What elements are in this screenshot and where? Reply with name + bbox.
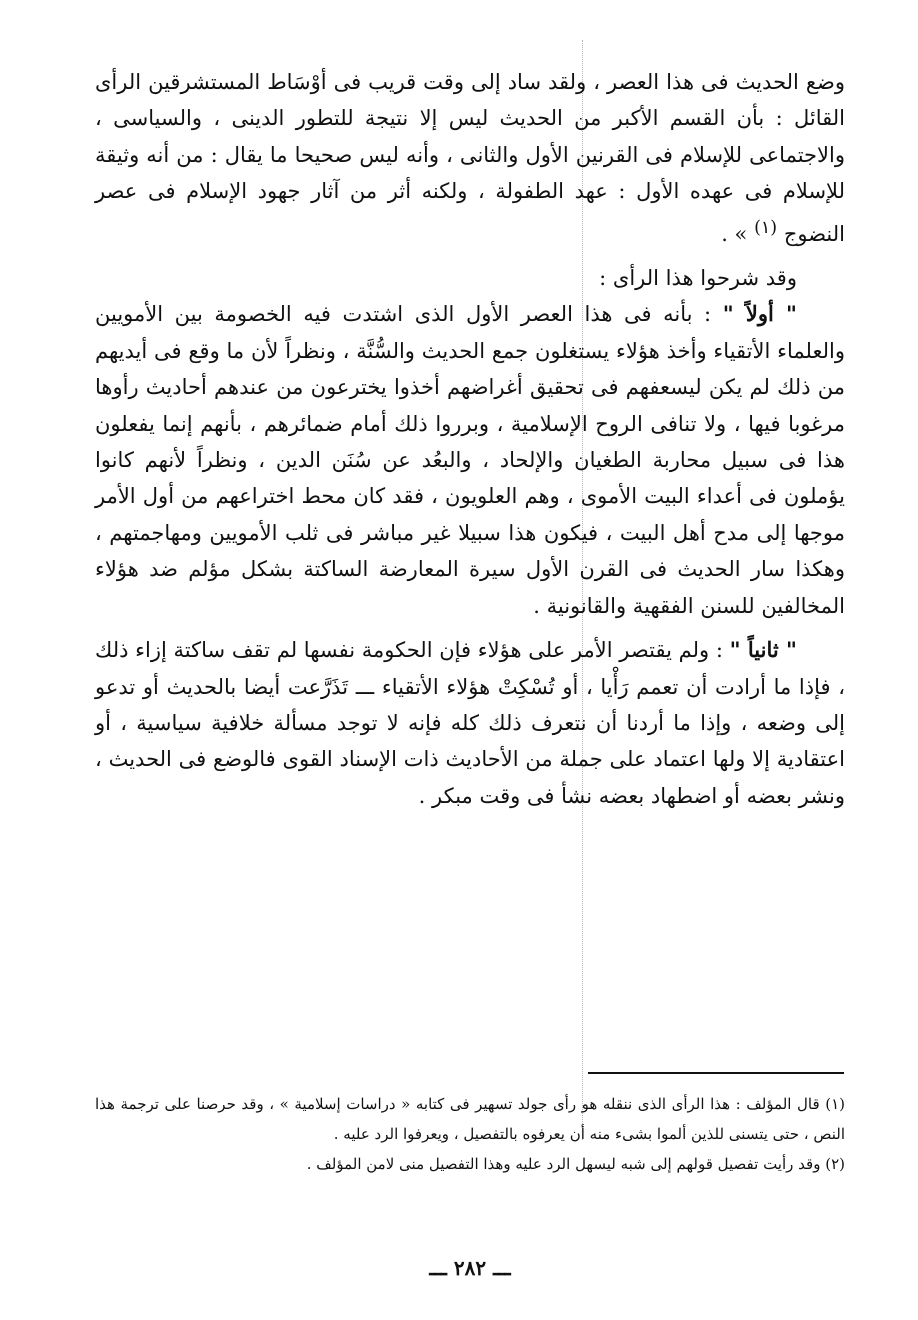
paragraph-4-text: : ولم يقتصر الأمر على هؤلاء فإن الحكومة نفسها لم تقف ساكتة إزاء ذلك ، فإذا ما أرادت أن تعمم رَأْيا ، أو تُسْكِتْ هؤلاء الأتقياء ـــ تَذَرَّعت أيضا بالحديث أو تدعو إلى وضعه ، وإذا ما أردنا أن نتعرف ذلك كله فإنه لا توجد مسألة خلافية سياسية ، أو اعتقادية إلا ولها اعتماد على جملة من الأحاديث ذات الإسناد القوى فالوضع فى الحديث ، ونشر بعضه أو اضطهاد بعضه نشأ فى وقت مبكر . — [95, 638, 845, 808]
paragraph-4 — [95, 632, 845, 814]
first-label: " أولاً " — [722, 301, 797, 327]
paragraph-3 — [95, 296, 845, 624]
footnote-ref-2: (١) — [754, 217, 778, 238]
paragraph-1-end: » . — [721, 221, 755, 246]
paragraph-1-text: وضع الحديث فى هذا العصر ، ولقد ساد إلى وقت قريب فى أوْسَاط المستشرقين الرأى القائل : بأن القسم الأكبر من الحديث ليس إلا نتيجة للتطور الدينى ، والسياسى ، والاجتماعى للإسلام فى القرنين الأول والثانى ، وأنه ليس صحيحا ما يقال : من أنه وثيقة للإسلام فى عهده الأول : عهد الطفولة ، ولكنه أثر من آثار جهود الإسلام فى عصر النضوج — [95, 70, 845, 246]
paragraph-2: وقد شرحوا هذا الرأى : — [599, 266, 797, 291]
footnote-separator — [588, 1072, 844, 1074]
paragraph-1 — [95, 64, 845, 252]
footnotes — [95, 1089, 845, 1179]
footnote-1: (١) قال المؤلف : هذا الرأى الذى ننقله هو رأى جولد تسهير فى كتابه « دراسات إسلامية » ، وقد حرصنا على ترجمة هذا النص ، حتى يتسنى للذين ألموا بشىء منه أن يعرفوه بالتفصيل ، ويعرفوا الرد عليه . — [95, 1095, 845, 1143]
second-label: " ثانياً " — [729, 637, 797, 663]
page-number: ـــ ٢٨٢ ـــ — [429, 1256, 511, 1280]
main-text — [95, 64, 845, 814]
paragraph-3-text: : بأنه فى هذا العصر الأول الذى اشتدت فيه الخصومة بين الأمويين والعلماء الأتقياء وأخذ هؤلاء يستغلون جمع الحديث والسُّنَّة ، ونظراً لأن ما وقع فى أيديهم من ذلك لم يكن ليسعفهم فى تحقيق أغراضهم أخذوا يخترعون من عندهم أحاديث رأوها مرغوبا فيها ، ولا تنافى الروح الإسلامية ، وبرروا ذلك أمام ضمائرهم ، بأنهم إنما يفعلون هذا فى سبيل محاربة الطغيان والإلحاد ، والبعُد عن سُنَن الدين ، ونظراً لأنهم كانوا يؤملون فى أعداء البيت الأموى ، وهم العلويون ، فقد كان محط اختراعهم من أول الأمر موجها إلى مدح أهل البيت ، فيكون هذا سبيلا غير مباشر فى ثلب الأمويين ومهاجمتهم ، وهكذا سار الحديث فى القرن الأول سيرة المعارضة الساكتة بشكل مؤلم ضد هؤلاء المخالفين للسنن الفقهية والقانونية . — [95, 302, 845, 618]
footnote-2: (٢) وقد رأيت تفصيل قولهم إلى شبه ليسهل الرد عليه وهذا التفصيل منى لامن المؤلف . — [306, 1155, 845, 1173]
